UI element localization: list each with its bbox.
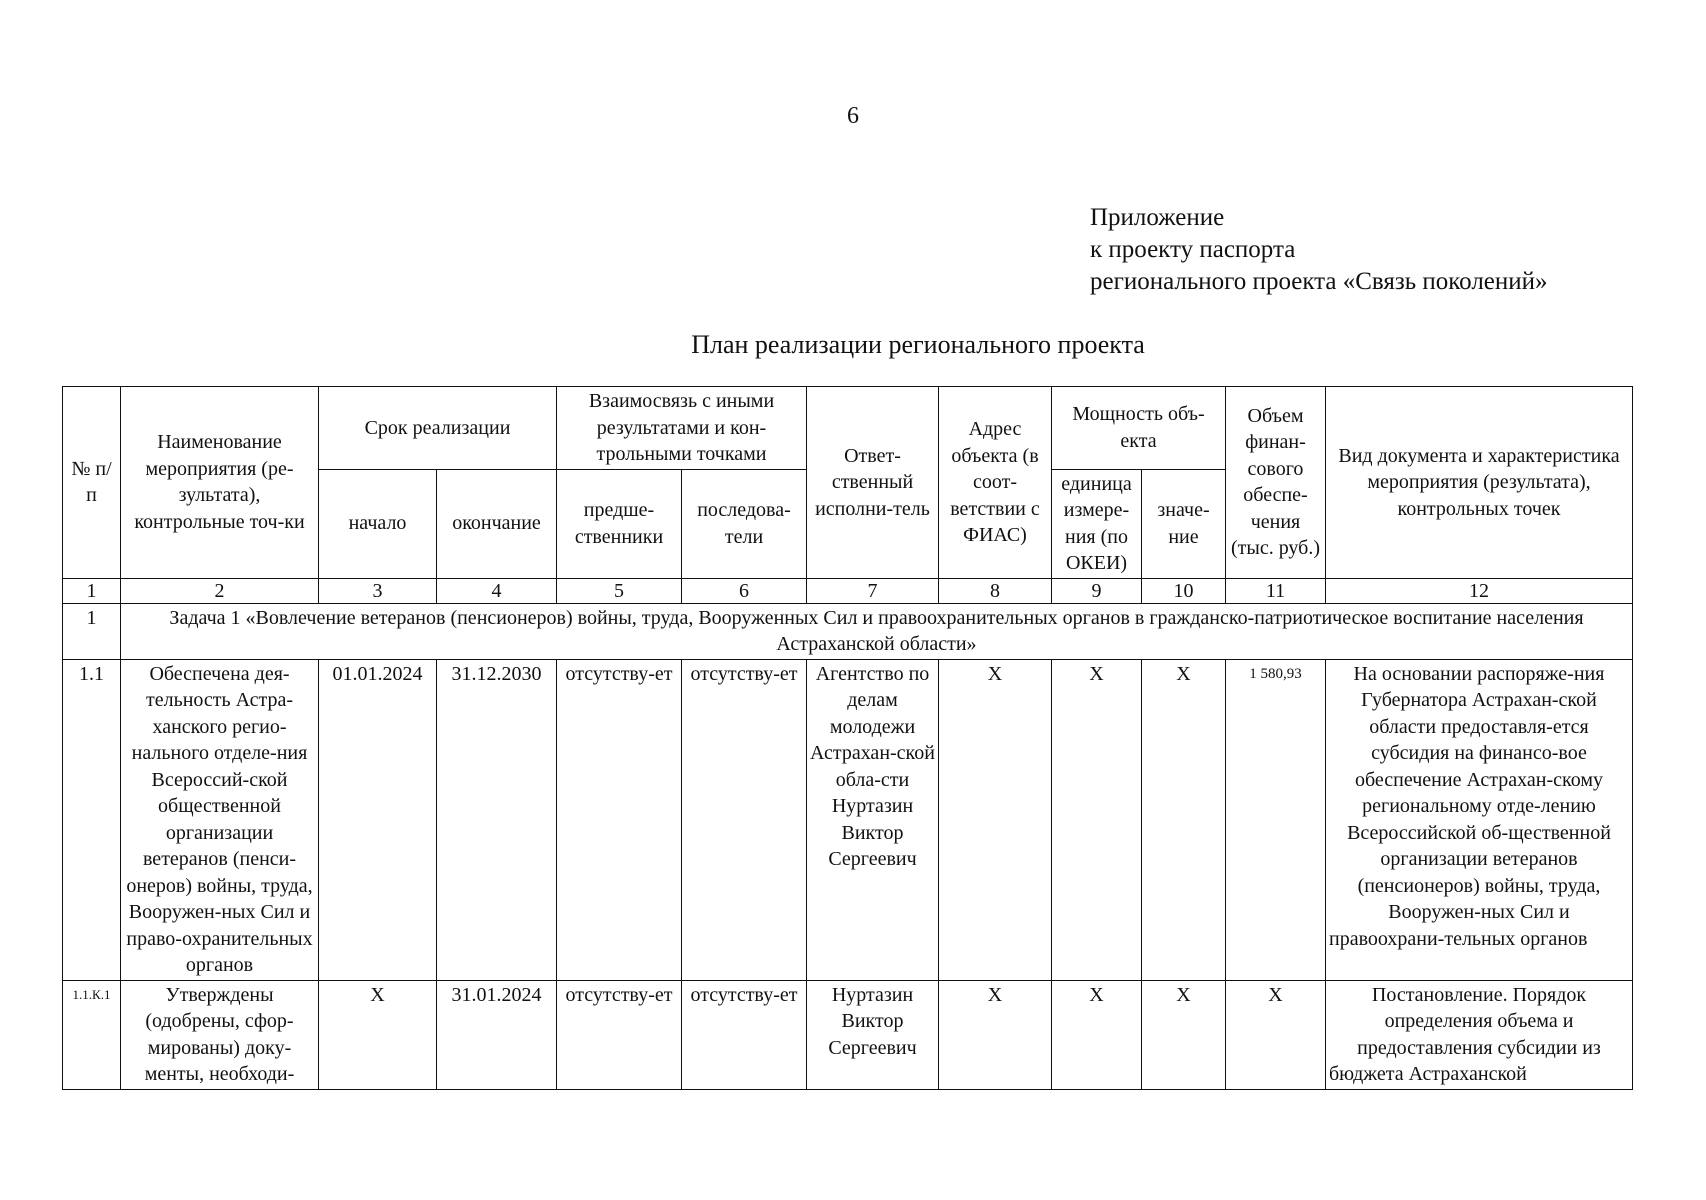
- column-number: 1: [63, 578, 121, 603]
- header-row-1: [63, 387, 1633, 470]
- header-num: № п/п: [63, 387, 121, 579]
- row-start: 01.01.2024: [319, 659, 437, 980]
- header-value: значе-ние: [1142, 469, 1226, 578]
- column-number: 5: [557, 578, 682, 603]
- header-successors: последова-тели: [682, 469, 807, 578]
- column-number: 7: [807, 578, 939, 603]
- header-capacity: Мощность объ-екта: [1052, 387, 1226, 470]
- header-start: начало: [319, 469, 437, 578]
- row-executor: Нуртазин Виктор Сергеевич: [807, 980, 939, 1089]
- row-num: 1.1: [63, 659, 121, 980]
- page-number: 6: [847, 103, 859, 129]
- row-name: Обеспечена дея-тельность Астра-ханского регио-нального отделе-ния Всероссий-ской общественной организации ветеранов (пенси-онеров) войны, труда, Вооружен-ных Сил и право-охранительных органов: [121, 659, 319, 980]
- row-funding: 1 580,93: [1226, 659, 1326, 980]
- header-period: Срок реализации: [319, 387, 557, 470]
- header-name: Наименование мероприятия (ре-зультата), контрольные точ-ки: [121, 387, 319, 579]
- header-relation: Взаимосвязь с иными результатами и кон-трольными точками: [557, 387, 807, 470]
- row-funding: X: [1226, 980, 1326, 1089]
- task-num: 1: [63, 603, 121, 659]
- column-number: 2: [121, 578, 319, 603]
- document-title: План реализации регионального проекта: [691, 330, 1145, 359]
- header-predecessors: предше-ственники: [557, 469, 682, 578]
- header-doc-type: Вид документа и характеристика мероприятия (результата), контрольных точек: [1326, 387, 1633, 579]
- row-end: 31.01.2024: [437, 980, 557, 1089]
- row-predecessors: отсутству-ет: [557, 659, 682, 980]
- row-end: 31.12.2030: [437, 659, 557, 980]
- task-text: Задача 1 «Вовлечение ветеранов (пенсионеров) войны, труда, Вооруженных Сил и правоохранительных органов в гражданско-патриотическое воспитание населения Астраханской области»: [121, 603, 1633, 659]
- row-address: X: [939, 659, 1052, 980]
- column-number: 3: [319, 578, 437, 603]
- header-executor: Ответ-ственный исполни-тель: [807, 387, 939, 579]
- header-end: окончание: [437, 469, 557, 578]
- header-address: Адрес объекта (в соот-ветствии с ФИАС): [939, 387, 1052, 579]
- implementation-plan-table: [62, 386, 1633, 1090]
- column-number: 9: [1052, 578, 1142, 603]
- row-executor: Агентство по делам молодежи Астрахан-ской обла-сти Нуртазин Виктор Сергеевич: [807, 659, 939, 980]
- table-row: [63, 980, 1633, 1089]
- table-row: [63, 659, 1633, 980]
- row-unit: X: [1052, 659, 1142, 980]
- column-number: 6: [682, 578, 807, 603]
- column-number: 12: [1326, 578, 1633, 603]
- column-number-row: [63, 578, 1633, 603]
- row-name: Утверждены (одобрены, сфор-мированы) доку-менты, необходи-: [121, 980, 319, 1089]
- row-address: X: [939, 980, 1052, 1089]
- column-number: 8: [939, 578, 1052, 603]
- row-doc: Постановление. Порядок определения объема и предоставления субсидии из бюджета Астраханской: [1326, 980, 1633, 1089]
- appendix-note: [1090, 202, 1548, 298]
- appendix-line-1: Приложение: [1090, 204, 1225, 231]
- column-number: 11: [1226, 578, 1326, 603]
- row-start: X: [319, 980, 437, 1089]
- appendix-line-2: к проекту паспорта: [1090, 236, 1296, 263]
- row-predecessors: отсутству-ет: [557, 980, 682, 1089]
- column-number: 4: [437, 578, 557, 603]
- appendix-line-3: регионального проекта «Связь поколений»: [1090, 268, 1548, 295]
- row-num: 1.1.К.1: [63, 980, 121, 1089]
- header-unit: единица измере-ния (по ОКЕИ): [1052, 469, 1142, 578]
- row-doc: На основании распоряже-ния Губернатора Астрахан-ской области предоставля-ется субсидия на финансо-вое обеспечение Астрахан-скому региональному отде-лению Всероссийской об-щественной организации ветеранов (пенсионеров) войны, труда, Вооружен-ных Сил и правоохрани-тельных органов: [1326, 659, 1633, 980]
- task-row: [63, 603, 1633, 659]
- row-successors: отсутству-ет: [682, 659, 807, 980]
- row-unit: X: [1052, 980, 1142, 1089]
- row-value: X: [1142, 980, 1226, 1089]
- column-number: 10: [1142, 578, 1226, 603]
- row-value: X: [1142, 659, 1226, 980]
- row-successors: отсутству-ет: [682, 980, 807, 1089]
- header-funding: Объем финан-сового обеспе-чения (тыс. руб.): [1226, 387, 1326, 579]
